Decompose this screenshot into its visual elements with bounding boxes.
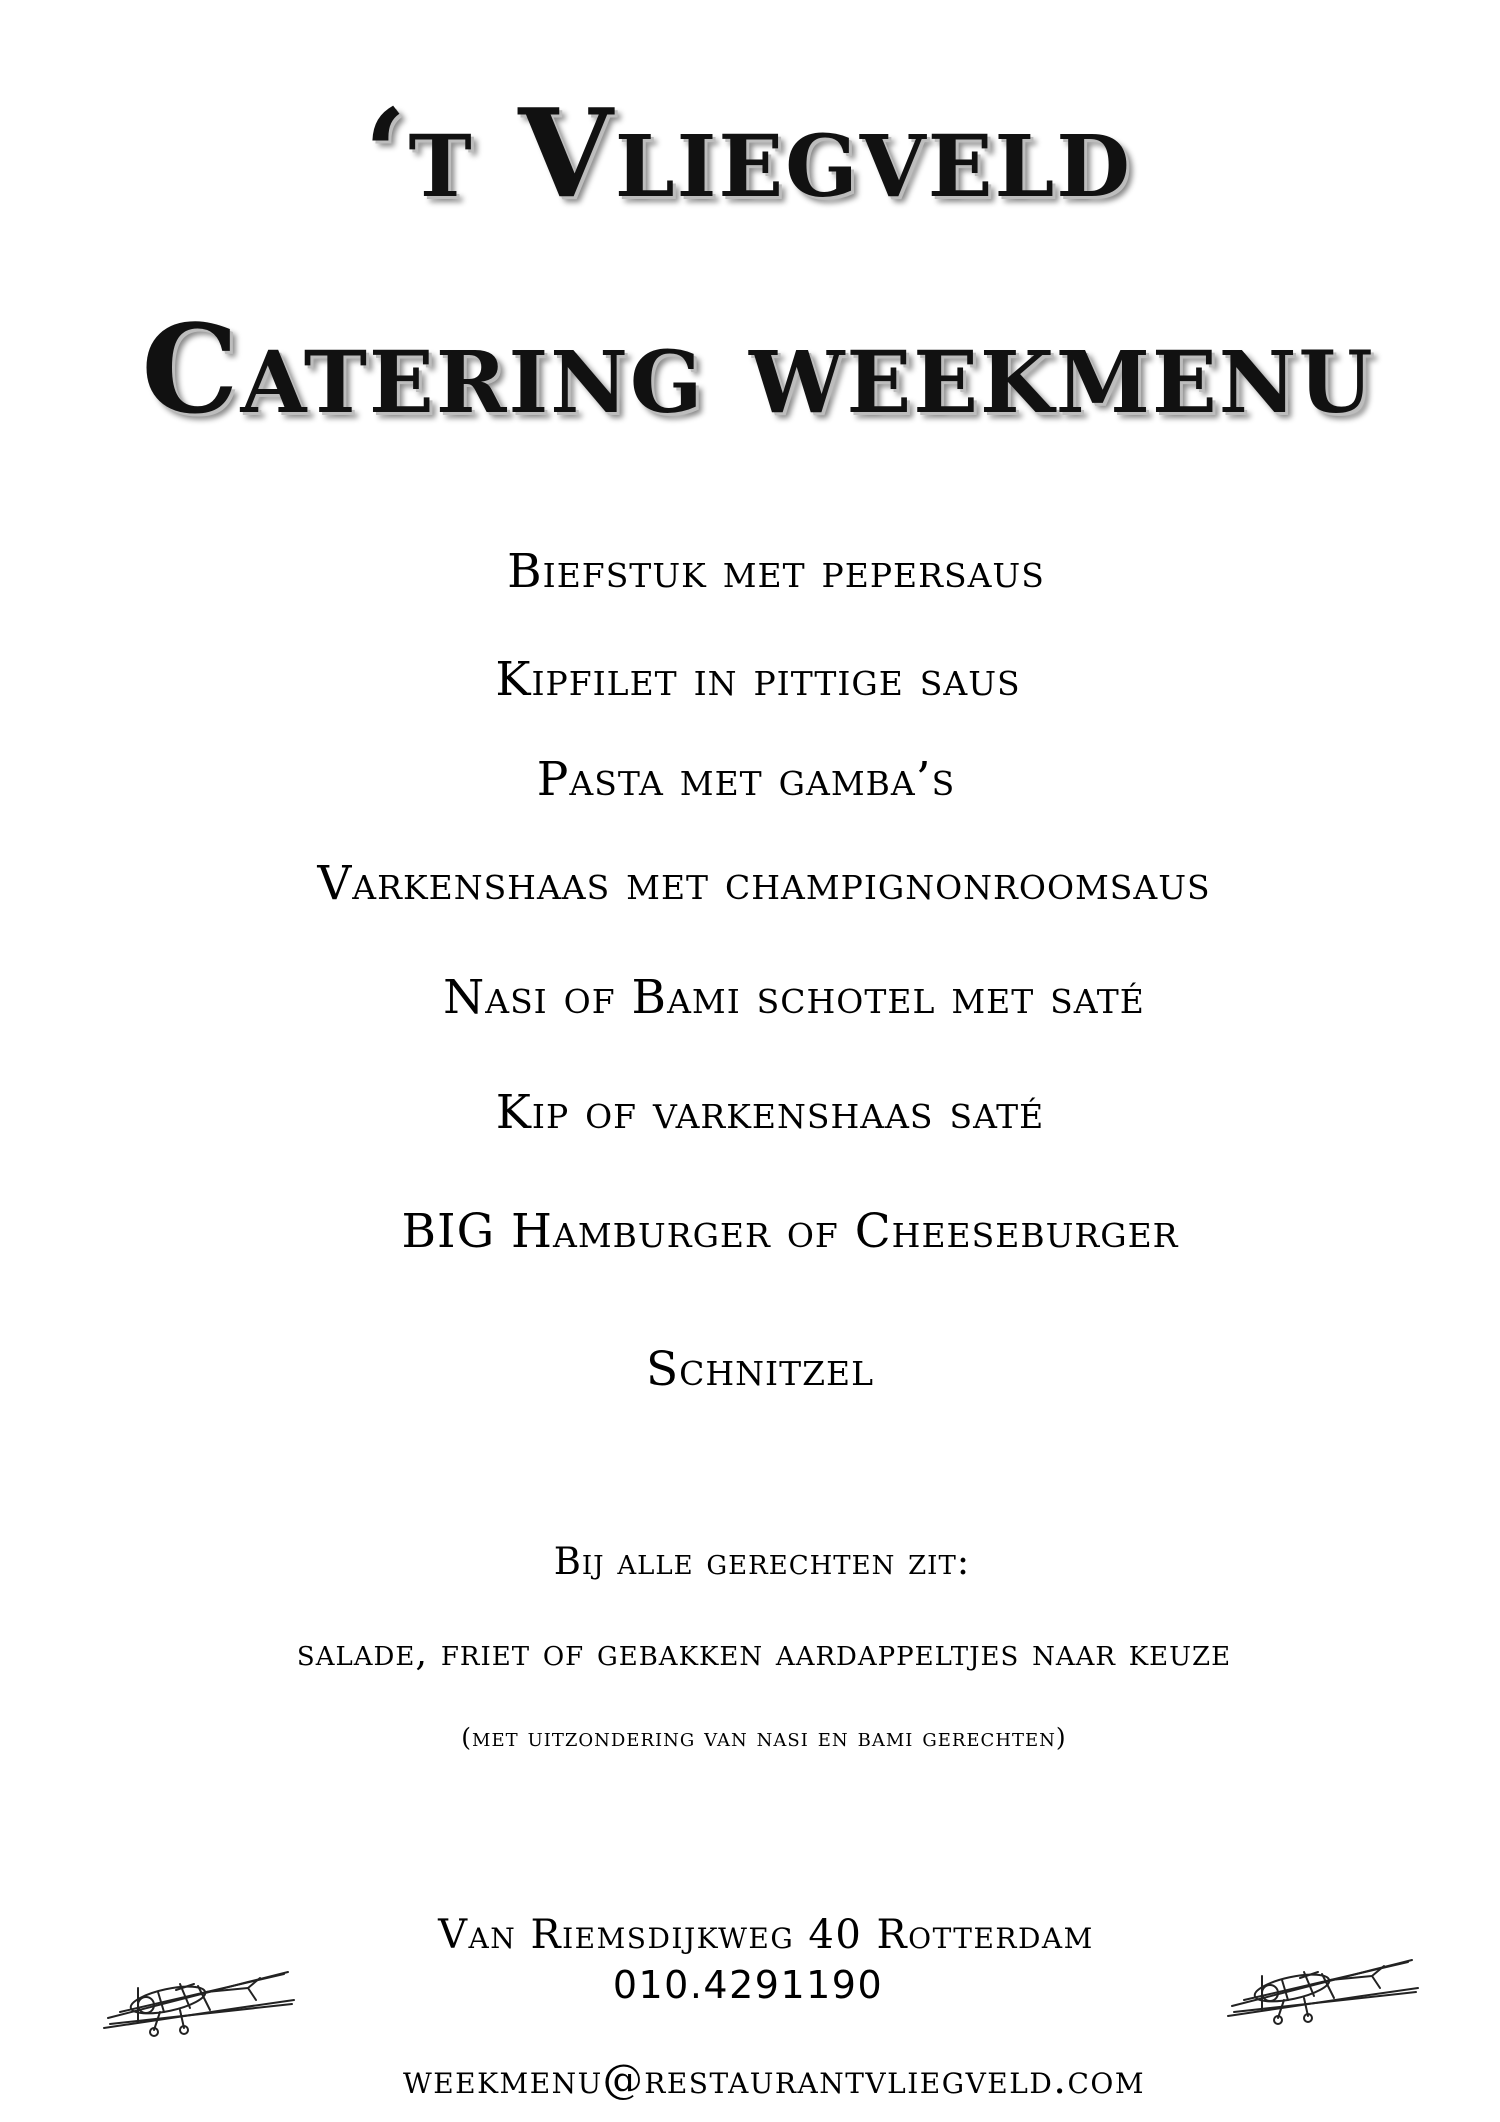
biplane-icon [98,1948,298,2038]
dish-item: Pasta met gamba’s [536,752,956,807]
side-dish-exception: (met uitzondering van nasi en bami gerechten) [461,1723,1067,1752]
dish-item: Kip of varkenshaas saté [495,1085,1045,1140]
side-dish-options: salade, friet of gebakken aardappeltjes naar keuze [296,1631,1232,1674]
brand-title: ‘t Vliegveld [364,81,1132,225]
side-dish-heading: Bij alle gerechten zit: [553,1540,971,1583]
dish-item: Schnitzel [645,1342,875,1397]
dish-item: Kipfilet in pittige saus [495,652,1021,707]
dish-item: Nasi of Bami schotel met saté [443,970,1145,1025]
menu-title: Catering weekmenu [141,297,1375,441]
biplane-icon [1222,1936,1422,2026]
dish-item: Varkenshaas met champignonroomsaus [317,856,1211,911]
dish-item: BIG Hamburger of Cheeseburger [401,1204,1179,1259]
contact-address: Van Riemsdijkweg 40 Rotterdam [438,1912,1094,1958]
contact-email[interactable]: weekmenu@restaurantvliegveld.com [402,2057,1146,2103]
contact-phone: 010.4291190 [612,1963,884,2007]
dish-item: Biefstuk met pepersaus [507,544,1045,599]
